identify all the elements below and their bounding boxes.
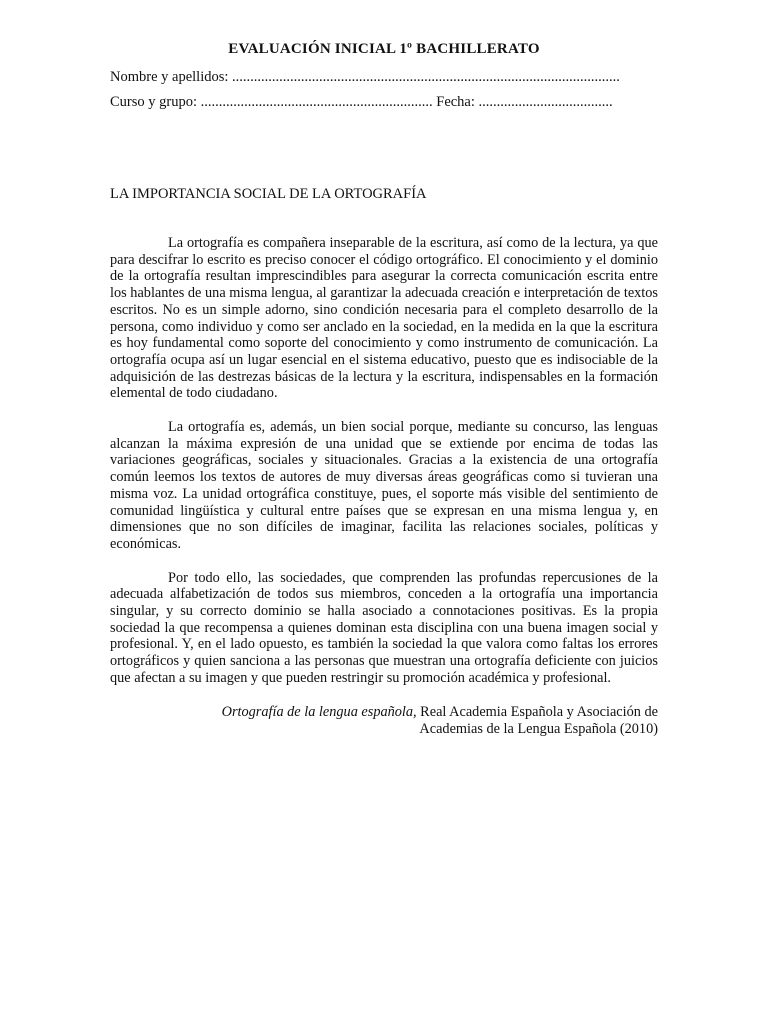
course-date-line [110,94,670,111]
paragraph-2: La ortografía es, además, un bien social porque, mediante su concurso, las lenguas alcanzan la máxima expresión de una unidad que se extiende por encima de todas las variaciones geográficas, sociales y situacionales. Gracias a la existencia de una ortografía común leemos los textos de autores de muy diversas áreas geográficas como si tuvieran una misma voz. La unidad ortográfica constituye, pues, el soporte más visible del sentimiento de comunidad lingüística y cultural entre países que se expresan en una misma lengua y, en dimensiones que no son difíciles de imaginar, facilita las relaciones sociales, políticas y económicas. [110,419,658,552]
citation-work-title: Ortografía de la lengua española, [221,703,417,720]
name-field-line: Nombre y apellidos: ........................................................................................................... [110,69,620,85]
date-field: Fecha: ..................................... [436,94,613,110]
citation-authors-line2: Academias de la Lengua Española (2010) [419,720,658,737]
citation [110,704,658,738]
paragraph-1: La ortografía es compañera inseparable de la escritura, así como de la lectura, ya que para descifrar lo escrito es preciso conocer el código ortográfico. El conocimiento y el dominio de la ortografía resultan imprescindibles para asegurar la correcta comunicación escrita entre los hablantes de una misma lengua, al garantizar la adecuada creación e interpretación de textos escritos. No es un simple adorno, sino condición necesaria para el completo desarrollo de la persona, como individuo y como ser anclado en la sociedad, en la medida en la que la escritura es hoy fundamental como soporte del conocimiento y como instrumento de comunicación. La ortografía ocupa así un lugar esencial en el sistema educativo, puesto que es indisociable de la adquisición de las destrezas básicas de la lectura y la escritura, indispensables en la formación elemental de todo ciudadano. [110,235,658,402]
article-body [110,235,658,738]
paragraph-3: Por todo ello, las sociedades, que comprenden las profundas repercusiones de la adecuada alfabetización de todos sus miembros, conceden a la ortografía una importancia singular, y su correcto dominio se halla asociado a connotaciones positivas. Es la propia sociedad la que recompensa a quienes dominan esta disciplina con una buena imagen social y profesional. Y, en el lado opuesto, es también la sociedad la que valora como faltas los errores ortográficos y quien sanciona a las personas que muestran una ortografía deficiente con juicios que afectan a su imagen y que pueden restringir su promoción académica y profesional. [110,569,658,686]
page-title: EVALUACIÓN INICIAL 1º BACHILLERATO [228,41,540,57]
section-title: LA IMPORTANCIA SOCIAL DE LA ORTOGRAFÍA [110,186,427,202]
citation-authors-line1: Real Academia Española y Asociación de [416,703,658,720]
course-field: Curso y grupo: ................................................................ [110,94,437,110]
